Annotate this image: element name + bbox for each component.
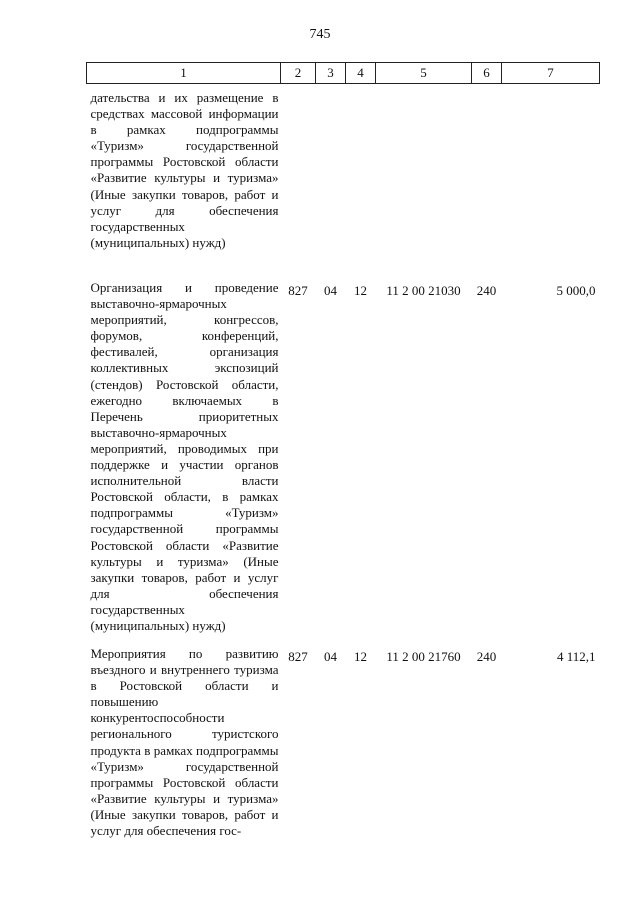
cell-ministry-code: 827 [288,649,308,664]
cell-target-article: 11 2 00 21030 [386,283,461,298]
cell-target-article: 11 2 00 21760 [386,649,461,664]
cell-amount: 5 000,0 [556,283,596,298]
cell-section: 04 [324,283,337,298]
cell-expense-type: 240 [476,283,497,298]
row-description: Мероприятия по развитию въездного и внутреннего туризма в Ростовской области и повышению конкурентоспособности регионального туристского продукта в рамках подпрограммы «Туризм» государственной программы Ростовской области «Развитие культуры и туризма» (Иные закупки товаров, работ и услуг для обеспечения гос- [90,646,279,839]
cell-ministry-code [281,84,316,281]
cell-expense-type [472,84,502,281]
cell-subsection [346,84,376,281]
column-header-5: 5 [376,63,472,84]
column-header-3: 3 [316,63,346,84]
budget-table [86,62,600,839]
table-row [87,84,600,281]
cell-section: 04 [324,649,337,664]
table-row [87,280,600,646]
table-row [87,646,600,839]
column-header-4: 4 [346,63,376,84]
row-description: Организация и проведение выставочно-ярмарочных мероприятий, конгрессов, форумов, конференций, фестивалей, организация коллективных экспозиций (стендов) Ростовской области, ежегодно включаемых в Перечень приоритетных выставочно-ярмарочных мероприятий, проводимых при поддержке и участии органов исполнительной власти Ростовской области, в рамках подпрограммы «Туризм» государственной программы Ростовской области «Развитие культуры и туризма» (Иные закупки товаров, работ и услуг для обеспечения государственных (муниципальных) нужд) [90,280,279,633]
row-description: дательства и их размещение в средствах массовой информации в рамках подпрограммы «Туризм» государственной программы Ростовской области «Развитие культуры и туризма» (Иные закупки товаров, работ и услуг для обеспечения государственных (муниципальных) нужд) [90,90,279,250]
cell-target-article [376,84,472,281]
cell-expense-type: 240 [476,649,497,664]
cell-amount: 4 112,1 [556,649,596,664]
column-header-6: 6 [472,63,502,84]
cell-ministry-code: 827 [288,283,308,298]
page-number: 745 [309,27,331,42]
column-header-1: 1 [87,63,281,84]
table-header-row [87,63,600,84]
cell-section [316,84,346,281]
cell-amount [502,84,600,281]
column-header-7: 7 [502,63,600,84]
column-header-2: 2 [281,63,316,84]
cell-subsection: 12 [354,283,367,298]
cell-subsection: 12 [354,649,367,664]
